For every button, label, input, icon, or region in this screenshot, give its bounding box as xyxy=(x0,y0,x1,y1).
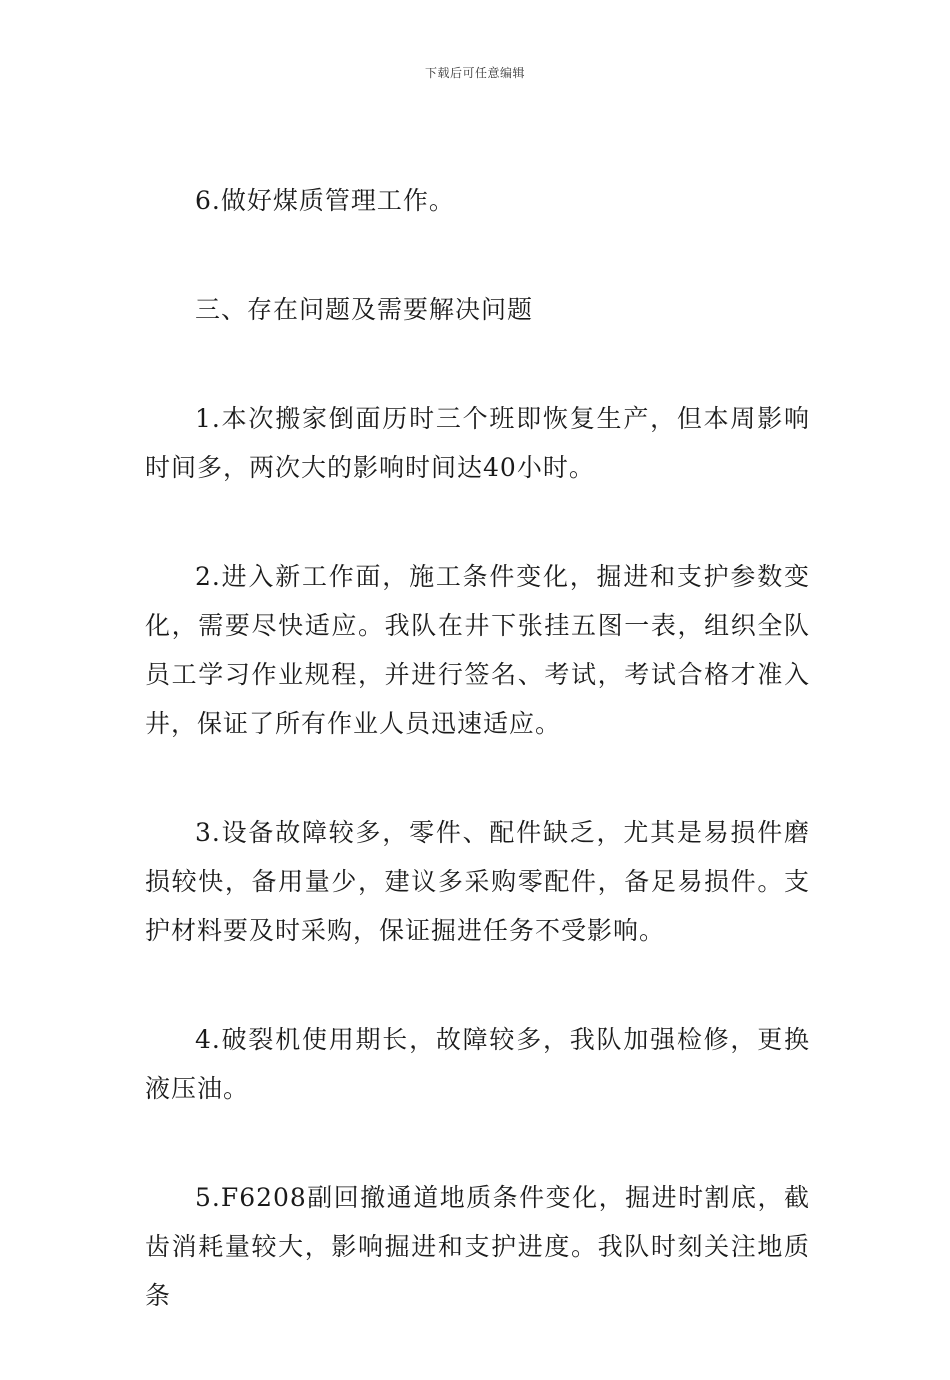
section-heading-problems: 三、存在问题及需要解决问题 xyxy=(195,295,534,324)
paragraph-item-4: 4.破裂机使用期长，故障较多，我队加强检修，更换液压油。 xyxy=(145,1025,810,1103)
page-header: 下载后可任意编辑 xyxy=(424,66,525,80)
document-body xyxy=(145,176,810,1380)
paragraph-item-5: 5.F6208副回撤通道地质条件变化，掘进时割底，截齿消耗量较大，影响掘进和支护进度。我队时刻关注地质条 xyxy=(145,1183,810,1310)
paragraph-item-3: 3.设备故障较多，零件、配件缺乏，尤其是易损件磨损较快，备用量少，建议多采购零配件，备足易损件。支护材料要及时采购，保证掘进任务不受影响。 xyxy=(145,818,810,945)
paragraph-item-2: 2.进入新工作面，施工条件变化，掘进和支护参数变化，需要尽快适应。我队在井下张挂五图一表，组织全队员工学习作业规程，并进行签名、考试，考试合格才准入井，保证了所有作业人员迅速适应。 xyxy=(145,562,810,738)
paragraph-coal-quality: 6.做好煤质管理工作。 xyxy=(195,186,455,215)
paragraph-item-1: 1.本次搬家倒面历时三个班即恢复生产，但本周影响时间多，两次大的影响时间达40小时。 xyxy=(145,404,810,482)
